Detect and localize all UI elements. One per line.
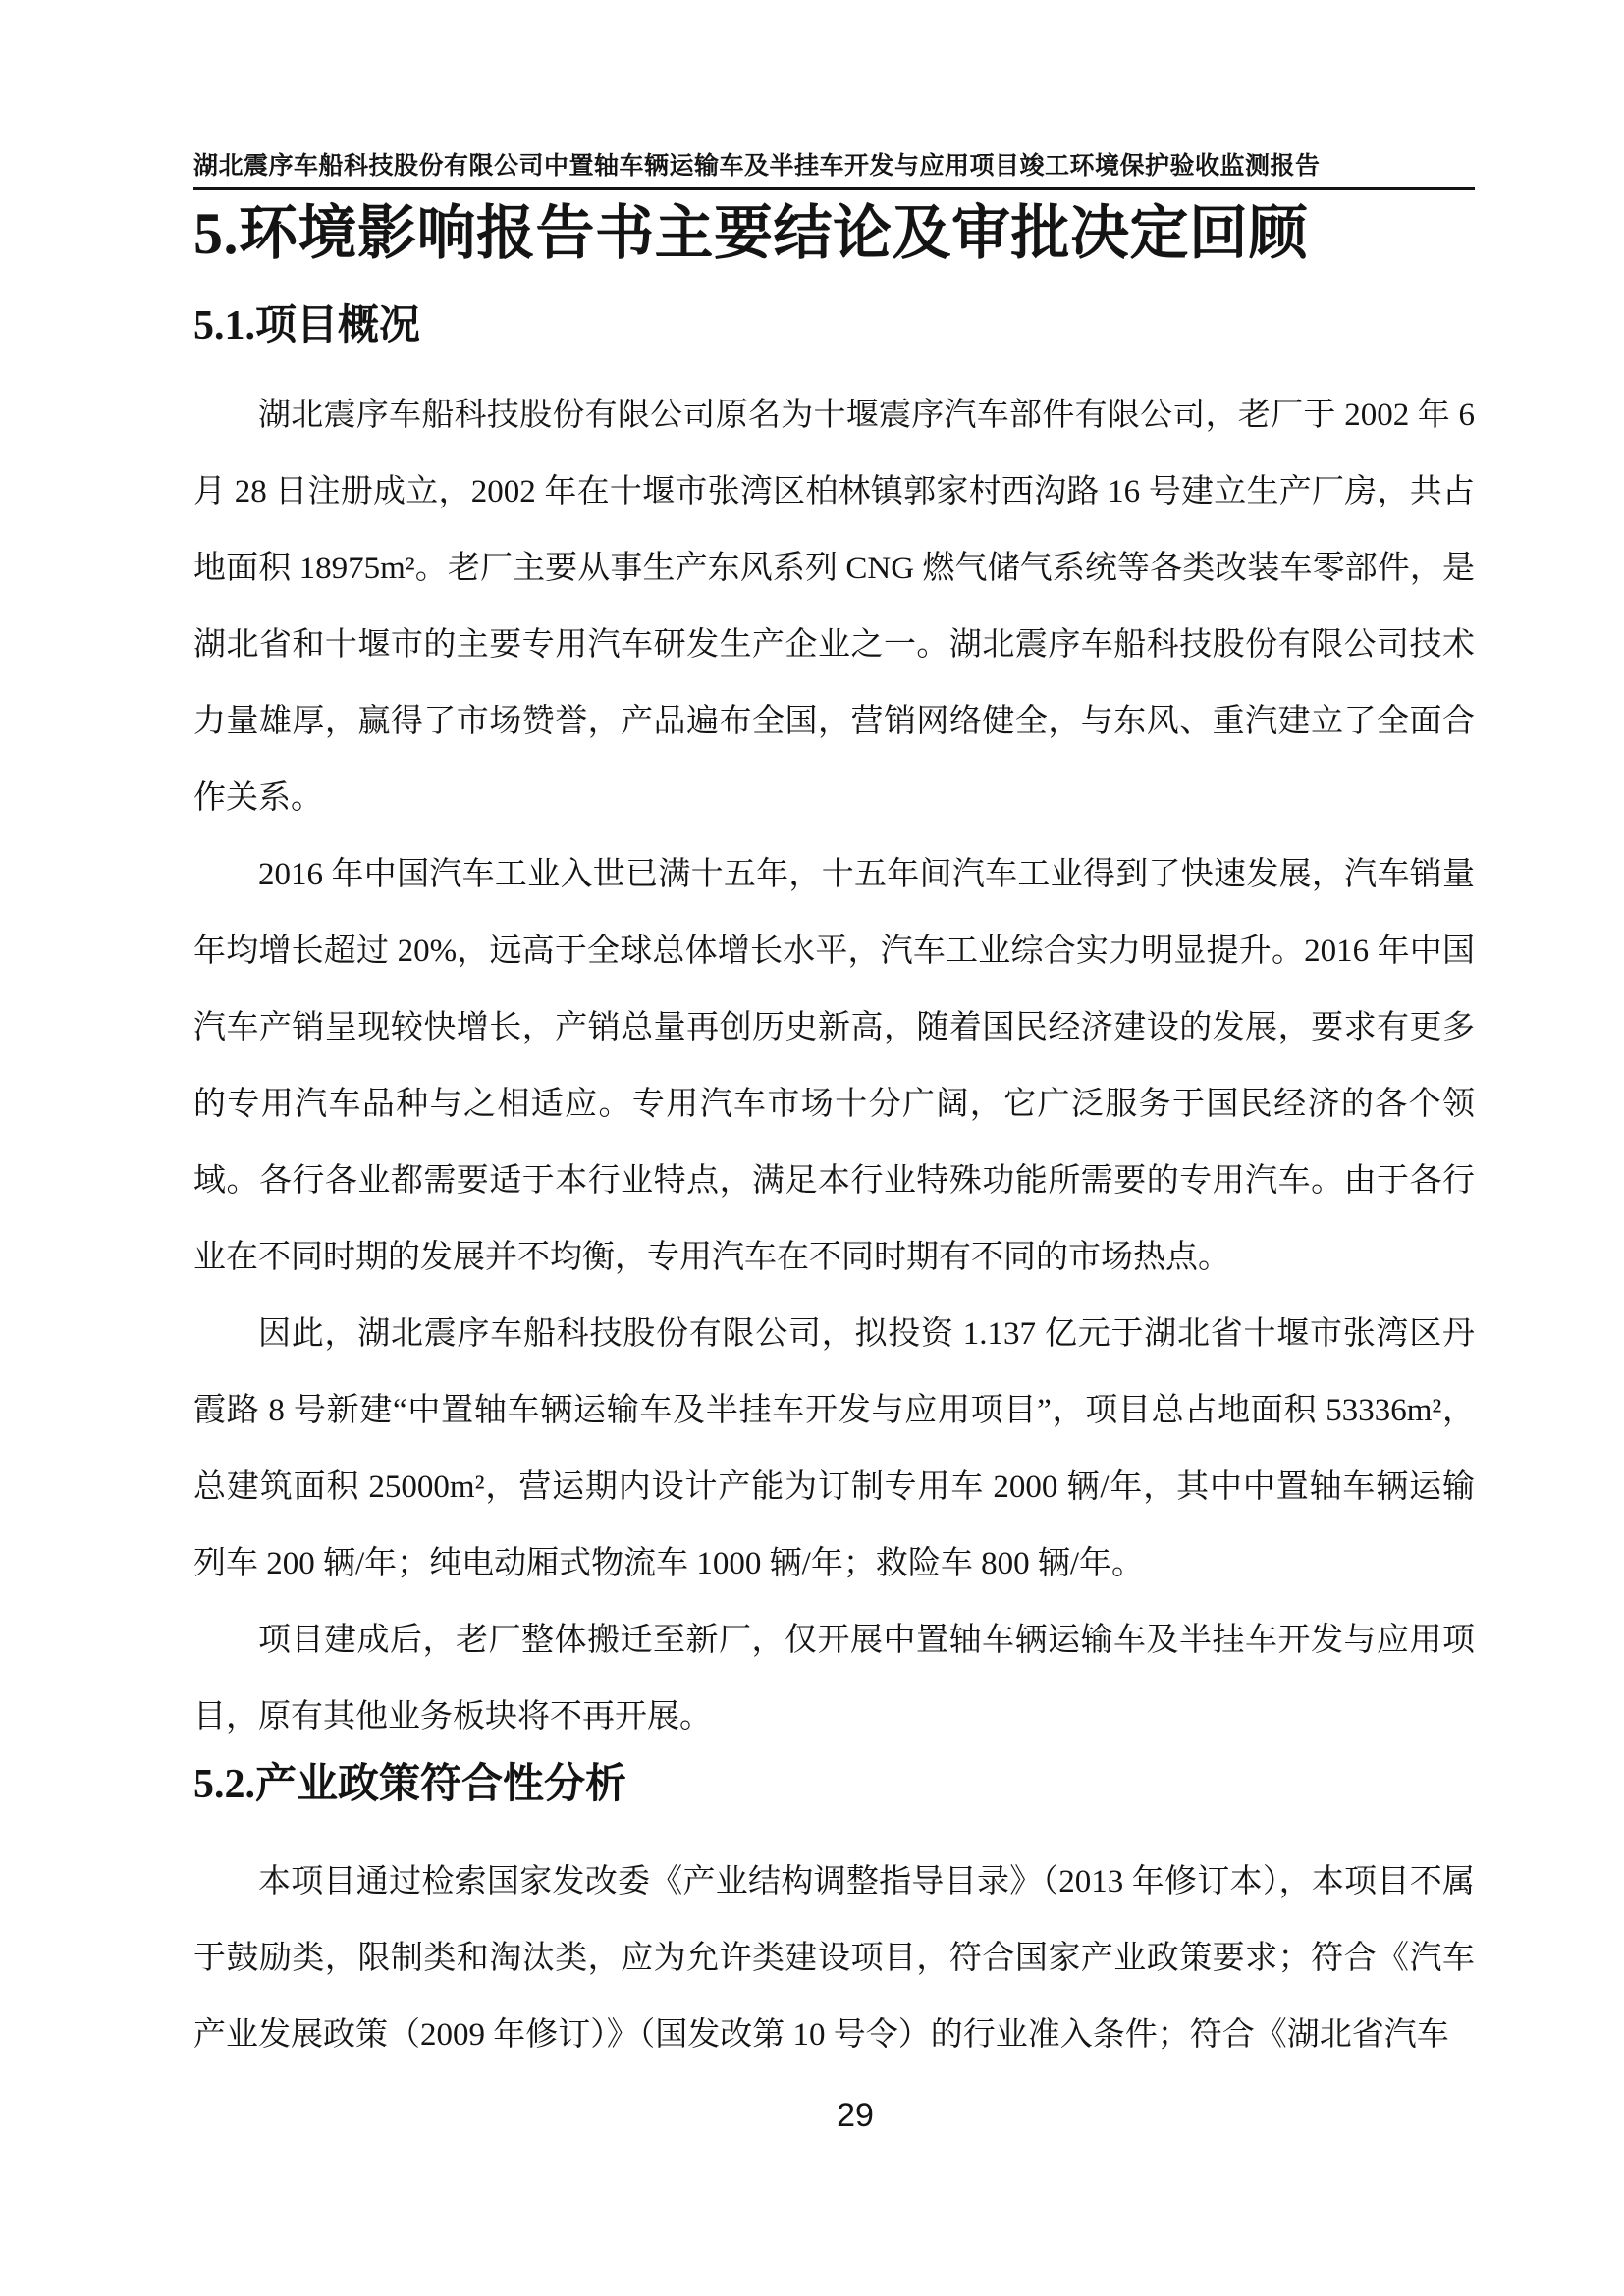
section-heading-5-1-project-overview: 5.1.项目概况 (193, 303, 421, 348)
paragraph-project-investment: 因此，湖北震序车船科技股份有限公司，拟投资 1.137 亿元于湖北省十堰市张湾区丹霞路 8 号新建“中置轴车辆运输车及半挂车开发与应用项目”，项目总占地面积 53336m²，总建筑面积 25000m²，营运期内设计产能为订制专用车 2000 辆/年，其中中置轴车辆运输列车 200 辆/年；纯电动厢式物流车 1000 辆/年；救险车 800 辆/年。 (193, 1316, 1475, 1581)
paragraph-company-history: 湖北震序车船科技股份有限公司原名为十堰震序汽车部件有限公司，老厂于 2002 年 6 月 28 日注册成立，2002 年在十堰市张湾区柏林镇郭家村西沟路 16 号建立生产厂房，共占地面积 18975m²。老厂主要从事生产东风系列 CNG 燃气储气系统等各类改装车零部件，是湖北省和十堰市的主要专用汽车研发生产企业之一。湖北震序车船科技股份有限公司技术力量雄厚，赢得了市场赞誉，产品遍布全国，营销网络健全，与东风、重汽建立了全面合作关系。 (193, 398, 1475, 816)
running-header: 湖北震序车船科技股份有限公司中置轴车辆运输车及半挂车开发与应用项目竣工环境保护验收监测报告 (193, 153, 1475, 190)
paragraph-relocation-plan: 项目建成后，老厂整体搬迁至新厂，仅开展中置轴车辆运输车及半挂车开发与应用项目，原有其他业务板块将不再开展。 (193, 1623, 1475, 1735)
paragraph-policy-compliance: 本项目通过检索国家发改委《产业结构调整指导目录》（2013 年修订本），本项目不属于鼓励类，限制类和淘汰类，应为允许类建设项目，符合国家产业政策要求；符合《汽车产业发展政策（2009 年修订）》（国发改第 10 号令）的行业准入条件；符合《湖北省汽车 (193, 1864, 1475, 2053)
section-heading-5-2-industrial-policy: 5.2.产业政策符合性分析 (193, 1762, 627, 1807)
page-number: 29 (837, 2097, 874, 2134)
paragraph-auto-industry-growth: 2016 年中国汽车工业入世已满十五年，十五年间汽车工业得到了快速发展，汽车销量年均增长超过 20%，远高于全球总体增长水平，汽车工业综合实力明显提升。2016 年中国汽车产销呈现较快增长，产销总量再创历史新高，随着国民经济建设的发展，要求有更多的专用汽车品种与之相适应。专用汽车市场十分广阔，它广泛服务于国民经济的各个领域。各行各业都需要适于本行业特点，满足本行业特殊功能所需要的专用汽车。由于各行业在不同时期的发展并不均衡，专用汽车在不同时期有不同的市场热点。 (193, 857, 1475, 1275)
chapter-title: 5.环境影响报告书主要结论及审批决定回顾 (193, 201, 1308, 266)
